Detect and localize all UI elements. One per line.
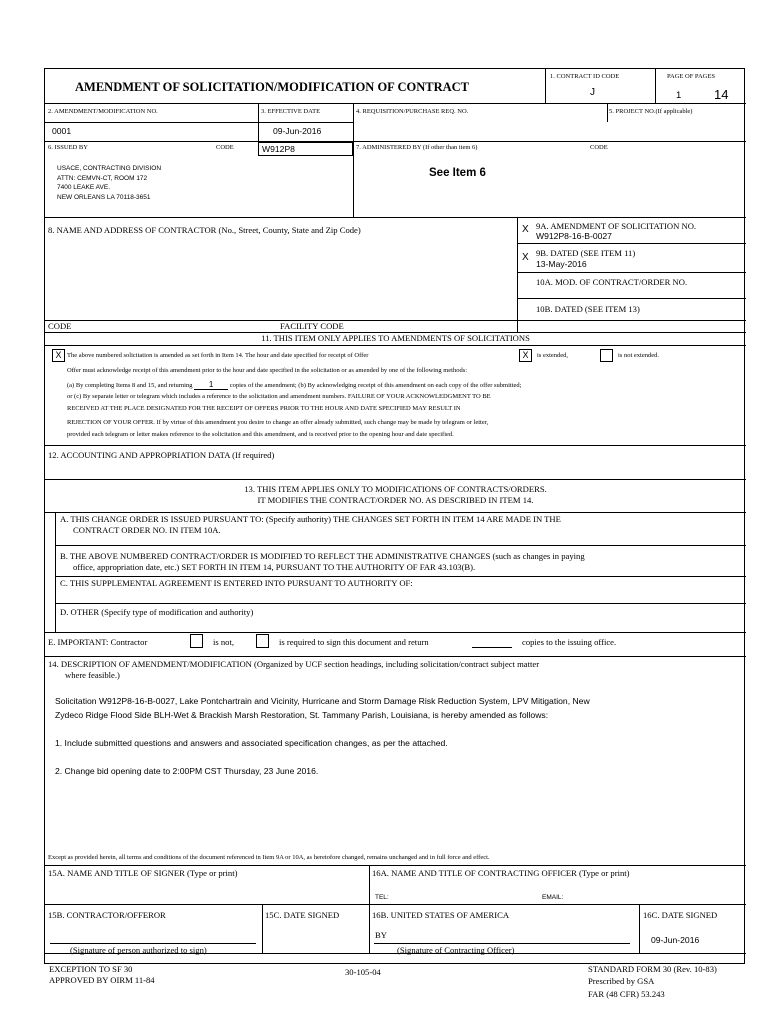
item-14-label-cont: where feasible.) [65, 670, 120, 680]
item-13b-text: office, appropriation date, etc.) SET FORTH IN ITEM 14, PURSUANT TO THE AUTHORITY OF FAR 43.103(B). [73, 562, 476, 572]
project-no-label: 5. PROJECT NO.(If applicable) [609, 108, 693, 115]
item-13-subheading: IT MODIFIES THE CONTRACT/ORDER NO. AS DESCRIBED IN ITEM 14. [257, 495, 534, 505]
solicitation-amended-checkbox[interactable]: X [52, 349, 65, 362]
requisition-no-label: 4. REQUISITION/PURCHASE REQ. NO. [356, 108, 469, 115]
item-13d-text: D. OTHER (Specify type of modification and authority) [60, 607, 254, 617]
effective-date-value[interactable]: 09-Jun-2016 [273, 126, 322, 136]
amendment-no-value[interactable]: 0001 [52, 126, 72, 136]
terms-unchanged-statement: Except as provided herein, all terms and conditions of the document referenced in Item 9A or 10A, as heretofore changed, remains unchanged and in full force and effect. [48, 854, 490, 861]
contractor-is-not-checkbox[interactable] [190, 634, 203, 648]
item-14-list-item: 2. Change bid opening date to 2:00PM CST Thursday, 23 June 2016. [55, 766, 319, 776]
item-11-method-a: (a) By completing Items 8 and 15, and returning [67, 382, 193, 389]
copies-to-issuing-office-label: copies to the issuing office. [522, 637, 617, 647]
item-14-label: 14. DESCRIPTION OF AMENDMENT/MODIFICATION (Organized by UCF section headings, including solicitation/contract subject matter [48, 659, 540, 669]
contractor-name-address-label: 8. NAME AND ADDRESS OF CONTRACTOR (No., Street, County, State and Zip Code) [48, 225, 361, 235]
form-title: AMENDMENT OF SOLICITATION/MODIFICATION OF CONTRACT [75, 80, 470, 94]
item-16a-label: 16A. NAME AND TITLE OF CONTRACTING OFFICER (Type or print) [372, 868, 630, 878]
approved-by-oirm: APPROVED BY OIRM 11-84 [49, 975, 155, 985]
item-13c-text: C. THIS SUPPLEMENTAL AGREEMENT IS ENTERED INTO PURSUANT TO AUTHORITY OF: [60, 578, 413, 588]
sf30-form [44, 68, 745, 964]
effective-date-label: 3. EFFECTIVE DATE [261, 108, 321, 115]
item-13b-text: B. THE ABOVE NUMBERED CONTRACT/ORDER IS MODIFIED TO REFLECT THE ADMINISTRATIVE CHANGES (such as changes in paying [60, 551, 585, 561]
issued-by-code-value: W912P8 [262, 144, 295, 154]
item-11-text-line: provided each telegram or letter makes reference to the solicitation and this amendment, and is received prior to the opening hour and date specified. [67, 431, 454, 438]
item-11-heading: 11. THIS ITEM ONLY APPLIES TO AMENDMENTS OF SOLICITATIONS [261, 333, 530, 343]
item-11-text-line: REJECTION OF YOUR OFFER. If by virtue of this amendment you desire to change an offer already submitted, such change may be made by telegram or letter, [67, 419, 489, 426]
item-10b-label: 10B. DATED (SEE ITEM 13) [536, 304, 640, 314]
contractor-signature-line[interactable] [50, 943, 256, 944]
issued-by-label: 6. ISSUED BY [48, 144, 88, 151]
contracting-officer-tel-label: TEL: [375, 894, 389, 901]
item-10a-label: 10A. MOD. OF CONTRACT/ORDER NO. [536, 277, 688, 287]
contract-id-code-label: 1. CONTRACT ID CODE [550, 73, 620, 80]
copies-to-return[interactable]: 1 [194, 380, 228, 390]
amendment-no-label: 2. AMENDMENT/MODIFICATION NO. [48, 108, 158, 115]
item-14-description: Zydeco Ridge Flood Side BLH-Wet & Brackish Marsh Restoration, St. Tammany Parish, Louisiana, is hereby amended as follows: [55, 710, 549, 720]
page-count: 14 [714, 87, 729, 102]
item-11-text-line: Offer must acknowledge receipt of this amendment prior to the hour and date specified in the solicitation or as amended by one of the following methods: [67, 367, 468, 374]
administered-by-value: See Item 6 [429, 167, 486, 179]
item-9a-value[interactable]: W912P8-16-B-0027 [536, 231, 612, 241]
issuer-address [57, 164, 161, 202]
item-9b-label: 9B. DATED (SEE ITEM 11) [536, 248, 636, 258]
contractor-is-required-checkbox[interactable] [256, 634, 269, 648]
item-14-description: Solicitation W912P8-16-B-0027, Lake Pontchartrain and Vicinity, Hurricane and Storm Damage Risk Reduction System, LPV Mitigation, New [55, 696, 590, 706]
important-contractor-label: E. IMPORTANT: Contractor [48, 637, 148, 647]
form-code: 30-105-04 [345, 967, 381, 977]
item-15a-label: 15A. NAME AND TITLE OF SIGNER (Type or print) [48, 868, 238, 878]
administered-by-label: 7. ADMINISTERED BY (If other than item 6) [356, 144, 478, 151]
by-label: BY [375, 930, 387, 940]
item-9b-checkmark[interactable]: X [522, 252, 529, 263]
contractor-signature-caption: (Signature of person authorized to sign) [70, 945, 207, 955]
item-15b-label: 15B. CONTRACTOR/OFFEROR [48, 910, 166, 920]
item-9b-value[interactable]: 13-May-2016 [536, 259, 587, 269]
item-9a-label: 9A. AMENDMENT OF SOLICITATION NO. [536, 221, 697, 231]
item-14-list-item: 1. Include submitted questions and answers and associated specification changes, as per the attached. [55, 738, 448, 748]
contractor-is-required-label: is required to sign this document and return [279, 637, 429, 647]
issuer-address-line: ATTN: CEMVN-CT, ROOM 172 [57, 174, 148, 182]
item-11-text-line [67, 380, 521, 390]
far-reference: FAR (48 CFR) 53.243 [588, 989, 665, 999]
page-of-pages-label: PAGE OF PAGES [667, 73, 715, 80]
item-12-label: 12. ACCOUNTING AND APPROPRIATION DATA (If required) [48, 450, 275, 460]
contractor-is-not-label: is not, [213, 637, 235, 647]
item-9a-checkmark[interactable]: X [522, 224, 529, 235]
copies-to-issuing-office-line[interactable] [472, 647, 512, 648]
item-16b-label: 16B. UNITED STATES OF AMERICA [372, 910, 510, 920]
issued-by-code-box[interactable] [258, 142, 353, 156]
issuer-address-line: NEW ORLEANS LA 70118-3651 [57, 193, 151, 201]
contract-id-code-value: J [590, 87, 595, 98]
prescribed-by-gsa: Prescribed by GSA [588, 976, 655, 986]
administered-by-code-label: CODE [590, 144, 608, 151]
issuer-address-line: 7400 LEAKE AVE. [57, 184, 110, 192]
is-extended-label: is extended, [537, 352, 569, 359]
contracting-officer-signature-line[interactable] [374, 943, 630, 944]
issuer-address-line: USACE, CONTRACTING DIVISION [57, 165, 162, 172]
item-11-method-b: copies of the amendment; (b) By acknowledging receipt of this amendment on each copy of the offer submitted; [229, 382, 522, 389]
exception-to-sf30: EXCEPTION TO SF 30 [49, 964, 133, 974]
item-11-text-line: or (c) By separate letter or telegram which includes a reference to the solicitation and amendment numbers. FAILURE OF YOUR ACKNOWLEDGMENT TO BE [67, 393, 491, 400]
is-extended-checkbox[interactable]: X [519, 349, 532, 362]
item-16c-value: 09-Jun-2016 [651, 935, 700, 945]
is-not-extended-checkbox[interactable] [600, 349, 613, 362]
contractor-code-label: CODE [48, 321, 72, 331]
solicitation-amended-text: The above numbered solicitation is amended as set forth in Item 14. The hour and date specified for receipt of Offer [67, 352, 369, 359]
item-11-text-line: RECEIVED AT THE PLACE DESIGNATED FOR THE RECEIPT OF OFFERS PRIOR TO THE HOUR AND DATE SPECIFIED MAY RESULT IN [67, 405, 461, 412]
item-15c-label: 15C. DATE SIGNED [265, 910, 340, 920]
contracting-officer-email-label: EMAIL: [542, 894, 564, 901]
facility-code-label: FACILITY CODE [280, 321, 344, 331]
item-13-heading: 13. THIS ITEM APPLIES ONLY TO MODIFICATIONS OF CONTRACTS/ORDERS. [244, 484, 547, 494]
issued-by-code-label: CODE [216, 144, 234, 151]
item-13a-text: A. THIS CHANGE ORDER IS ISSUED PURSUANT TO: (Specify authority) THE CHANGES SET FORTH IN ITEM 14 ARE MADE IN THE [60, 514, 561, 524]
standard-form-30: STANDARD FORM 30 (Rev. 10-83) [588, 964, 717, 974]
page-number: 1 [676, 90, 682, 101]
item-16c-label: 16C. DATE SIGNED [643, 910, 718, 920]
contracting-officer-signature-caption: (Signature of Contracting Officer) [397, 945, 515, 955]
item-13a-text: CONTRACT ORDER NO. IN ITEM 10A. [73, 525, 221, 535]
is-not-extended-label: is not extended. [618, 352, 659, 359]
